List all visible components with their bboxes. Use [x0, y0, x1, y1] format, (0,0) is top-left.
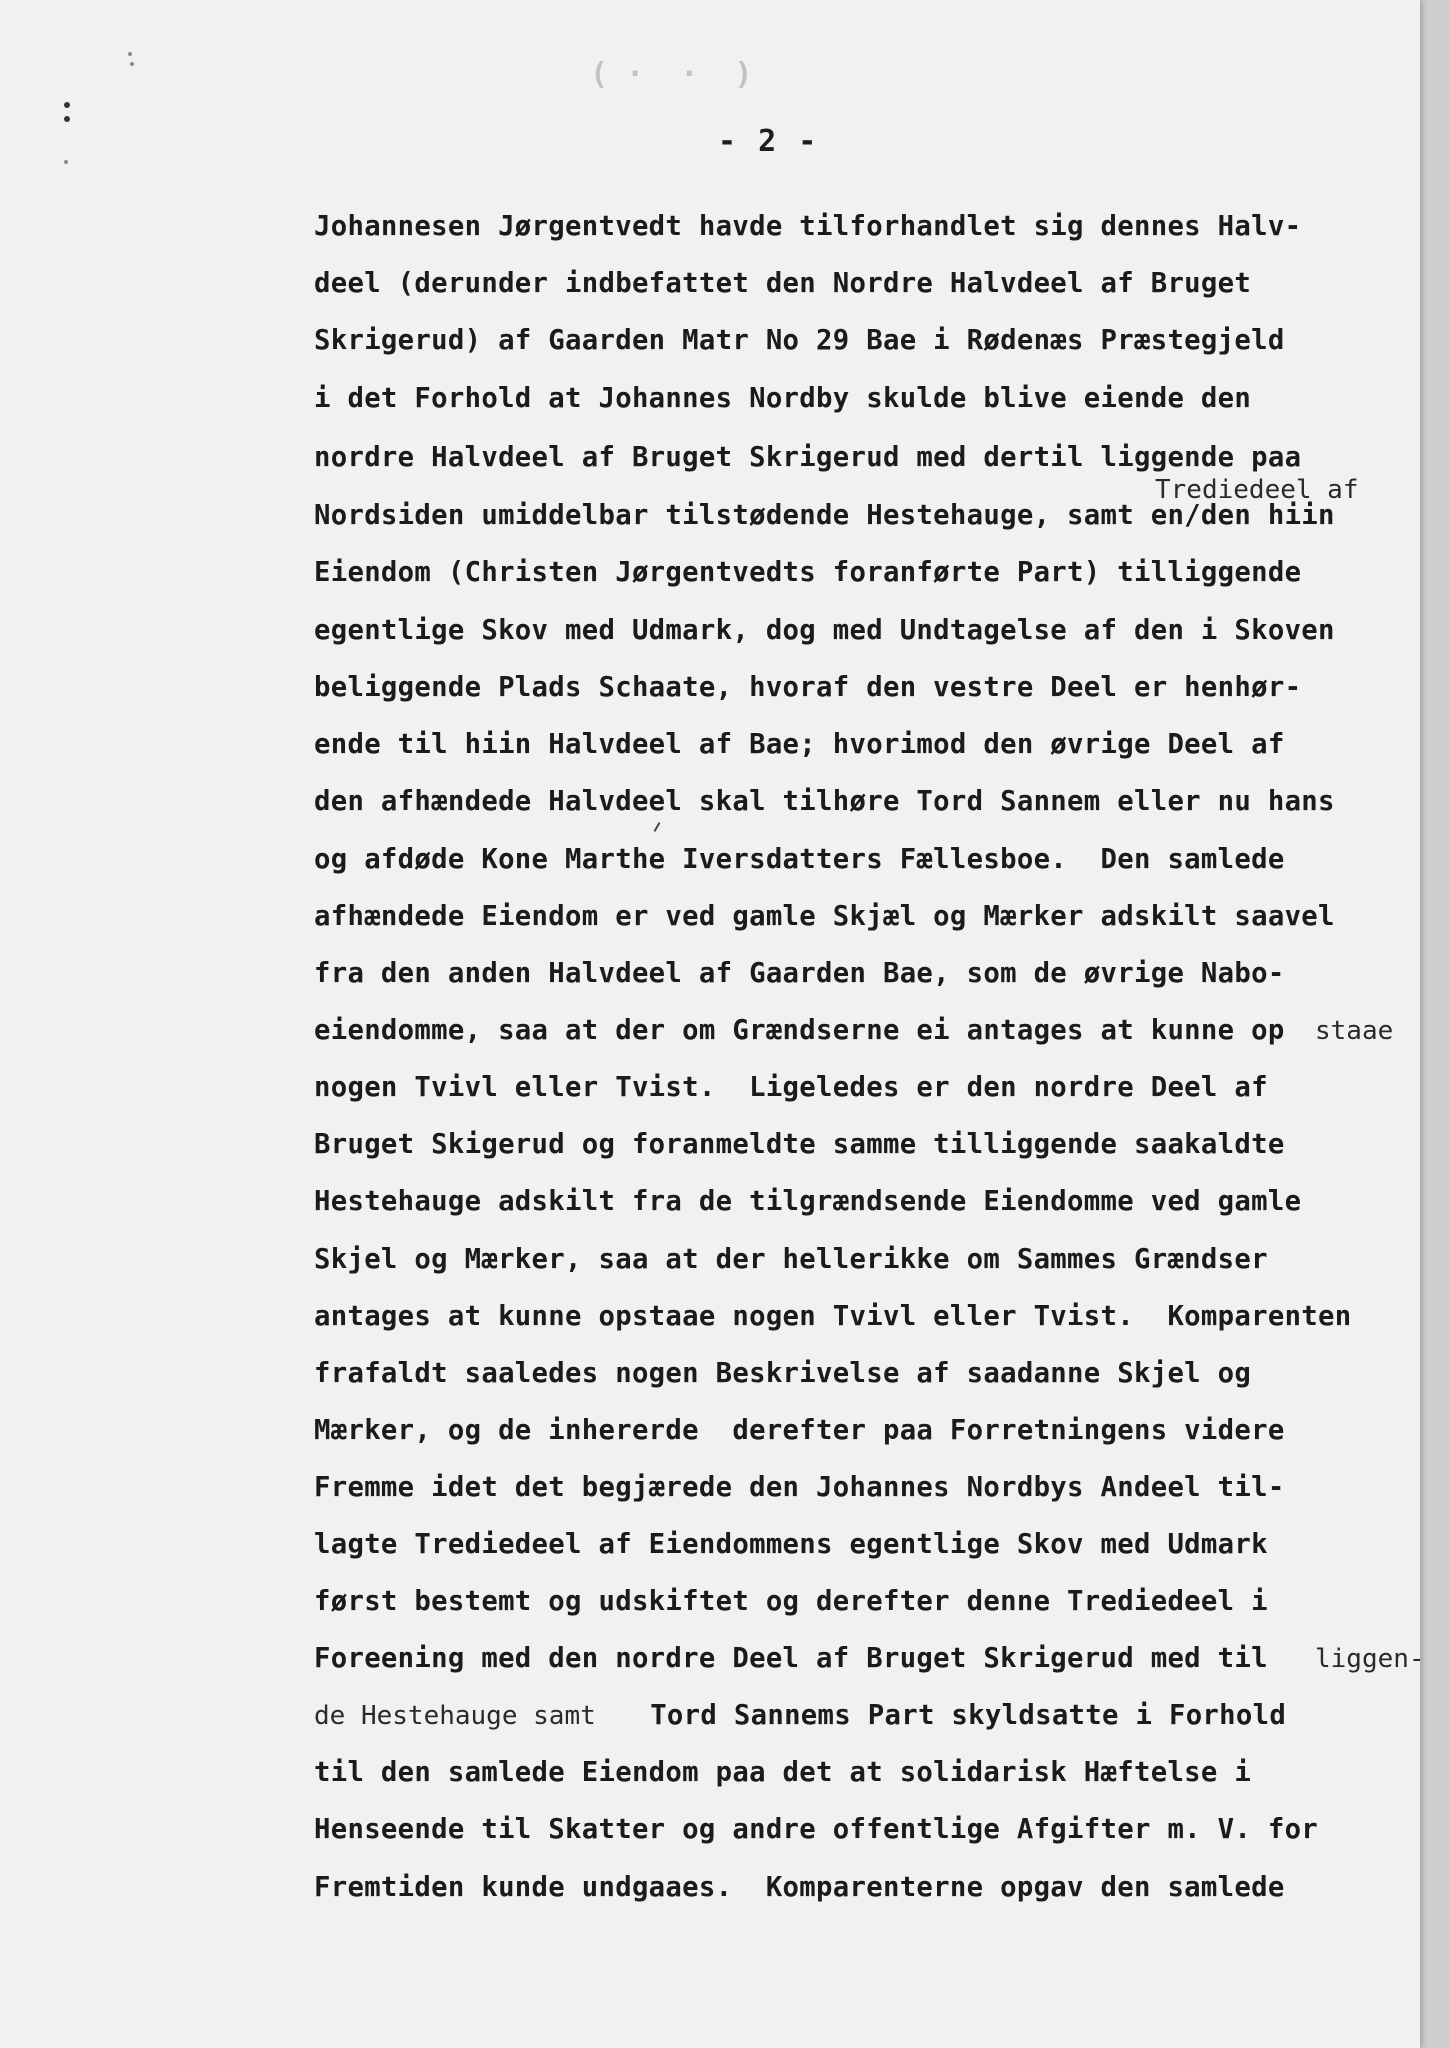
text-line: til den samlede Eiendom paa det at solidarisk Hæftelse i — [314, 1757, 1252, 1788]
text-line: først bestemt og udskiftet og derefter denne Trediedeel i — [314, 1586, 1268, 1617]
text-line: egentlige Skov med Udmark, dog med Undtagelse af den i Skoven — [314, 615, 1335, 646]
text-line: nordre Halvdeel af Bruget Skrigerud med dertil liggende paa — [314, 442, 1302, 473]
text-line: Bruget Skigerud og foranmeldte samme tilliggende saakaldte — [314, 1129, 1285, 1160]
text-line: Skrigerud) af Gaarden Matr No 29 Bae i Rødenæs Præstegjeld — [314, 325, 1285, 356]
text-line: Hestehauge adskilt fra de tilgrændsende Eiendomme ved gamle — [314, 1186, 1302, 1217]
text-line: i det Forhold at Johannes Nordby skulde blive eiende den — [314, 383, 1252, 414]
text-line: beliggende Plads Schaate, hvoraf den vestre Deel er henhør- — [314, 672, 1302, 703]
text-line: Fremme idet det begjærede den Johannes Nordbys Andeel til- — [314, 1472, 1285, 1503]
text-line: Mærker, og de inhererde derefter paa Forretningens videre — [314, 1415, 1285, 1446]
margin-continuation: liggen- — [1315, 1644, 1425, 1674]
margin-speck — [64, 160, 68, 164]
line-prefix-insertion: de Hestehauge samt — [314, 1701, 596, 1731]
text-line: Johannesen Jørgentvedt havde tilforhandlet sig dennes Halv- — [314, 211, 1302, 242]
text-line: nogen Tvivl eller Tvist. Ligeledes er den nordre Deel af — [314, 1072, 1268, 1103]
text-line: den afhændede Halvdeel skal tilhøre Tord Sannem eller nu hans — [314, 786, 1335, 817]
bleed-through-mark: ( · · ) — [590, 57, 753, 92]
margin-continuation: staae — [1315, 1016, 1394, 1046]
margin-speck — [130, 62, 134, 66]
margin-speck — [64, 102, 70, 108]
text-line: deel (derunder indbefattet den Nordre Halvdeel af Bruget — [314, 268, 1252, 299]
margin-speck — [128, 52, 132, 56]
text-line: frafaldt saaledes nogen Beskrivelse af saadanne Skjel og — [314, 1358, 1252, 1389]
text-line: fra den anden Halvdeel af Gaarden Bae, som de øvrige Nabo- — [314, 958, 1285, 989]
text-line: lagte Trediedeel af Eiendommens egentlige Skov med Udmark — [314, 1529, 1268, 1560]
text-line: afhændede Eiendom er ved gamle Skjæl og Mærker adskilt saavel — [314, 901, 1335, 932]
text-line: Tord Sannems Part skyldsatte i Forhold — [600, 1700, 1287, 1731]
text-line: Skjel og Mærker, saa at der hellerikke om Sammes Grændser — [314, 1244, 1268, 1275]
text-line: eiendomme, saa at der om Grændserne ei antages at kunne op — [314, 1015, 1285, 1046]
text-line: Henseende til Skatter og andre offentlige Afgifter m. V. for — [314, 1814, 1319, 1845]
pen-mark — [654, 822, 661, 832]
text-line: Fremtiden kunde undgaaes. Komparenterne opgav den samlede — [314, 1872, 1285, 1903]
margin-speck — [64, 116, 70, 122]
text-line: ende til hiin Halvdeel af Bae; hvorimod den øvrige Deel af — [314, 729, 1285, 760]
text-line: Nordsiden umiddelbar tilstødende Hestehauge, samt en/den hiin — [314, 500, 1335, 531]
text-line: antages at kunne opstaae nogen Tvivl eller Tvist. Komparenten — [314, 1301, 1352, 1332]
text-line: Foreening med den nordre Deel af Bruget Skrigerud med til — [314, 1643, 1268, 1674]
page-number: - 2 - — [718, 124, 819, 159]
text-line: og afdøde Kone Marthe Iversdatters Fællesboe. Den samlede — [314, 844, 1285, 875]
interlinear-insertion: Trediedeel af — [1155, 475, 1359, 505]
text-line: Eiendom (Christen Jørgentvedts foranførte Part) tilliggende — [314, 557, 1302, 588]
